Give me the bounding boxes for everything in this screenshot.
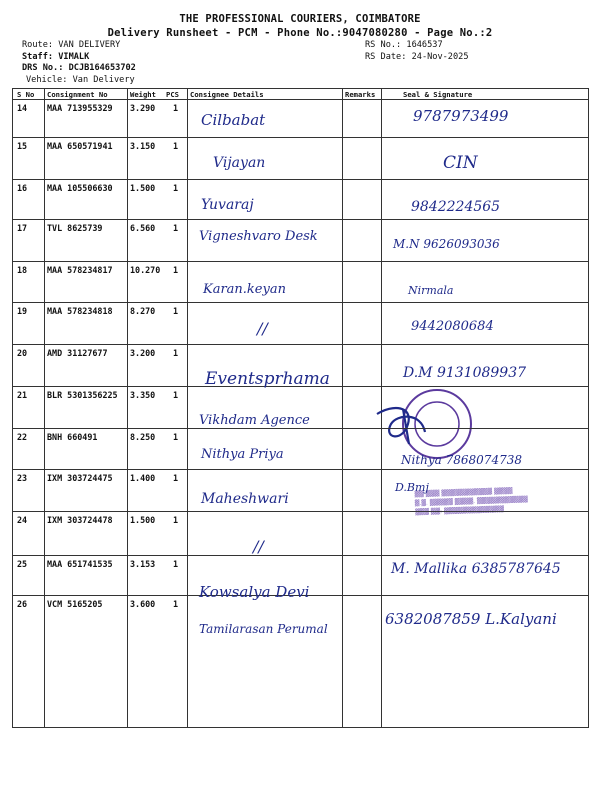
staff-value: VIMALK — [58, 51, 90, 62]
row-sno: 15 — [17, 141, 28, 151]
row-consignee-handwriting: Vijayan — [213, 155, 266, 171]
company-title: THE PROFESSIONAL COURIERS, COIMBATORE — [179, 13, 421, 25]
row-weight: 6.560 — [130, 223, 156, 233]
drs-value: DCJB164653702 — [68, 63, 136, 73]
row-divider — [13, 428, 588, 429]
row-sno: 18 — [17, 265, 28, 275]
row-seal-signature: Nithya 7868074738 — [401, 453, 522, 467]
row-consignment: MAA 650571941 — [47, 141, 113, 151]
row-seal-signature: 9442080684 — [411, 319, 494, 334]
row-consignee-handwriting: Vikhdam Agence — [199, 413, 310, 428]
row-weight: 1.400 — [130, 473, 156, 483]
route-value: VAN DELIVERY — [58, 40, 121, 50]
row-divider — [13, 179, 588, 180]
row-weight: 1.500 — [130, 515, 156, 525]
row-consignment: MAA 105506630 — [47, 183, 113, 193]
row-seal-signature: D.Bmj — [395, 481, 429, 494]
route-label: Route: — [22, 40, 54, 50]
row-sno: 25 — [17, 559, 28, 569]
runsheet-table — [12, 88, 589, 728]
row-weight: 3.350 — [130, 390, 156, 400]
rs-date-value: 24-Nov-2025 — [411, 51, 469, 62]
row-weight: 8.270 — [130, 306, 156, 316]
vehicle-label: Vehicle: — [26, 74, 68, 85]
drs-label: DRS No.: — [22, 63, 64, 73]
row-consignee-handwriting: // — [257, 319, 268, 338]
row-divider — [13, 302, 588, 303]
col-divider — [127, 89, 128, 727]
col-divider — [44, 89, 45, 727]
row-weight: 3.200 — [130, 348, 156, 358]
row-consignment: IXM 303724478 — [47, 515, 113, 525]
col-header-consignment: Consignment No — [47, 90, 108, 99]
row-divider — [13, 261, 588, 262]
row-pcs: 1 — [173, 599, 179, 609]
row-consignee-handwriting: Nithya Priya — [201, 447, 284, 462]
row-consignment: BNH 660491 — [47, 432, 98, 442]
row-weight: 10.270 — [130, 265, 161, 275]
row-seal-signature: CIN — [443, 153, 478, 173]
row-consignee-handwriting: Eventsprhama — [205, 369, 330, 389]
row-weight: 3.290 — [130, 103, 156, 113]
row-weight: 8.250 — [130, 432, 156, 442]
row-consignment: TVL 8625739 — [47, 223, 103, 233]
row-sno: 22 — [17, 432, 28, 442]
staff-label: Staff: — [22, 51, 54, 62]
col-header-remarks: Remarks — [345, 90, 376, 99]
row-divider — [13, 555, 588, 556]
row-pcs: 1 — [173, 559, 179, 569]
row-consignee-handwriting: Vigneshvaro Desk — [199, 229, 318, 244]
row-seal-signature: M. Mallika 6385787645 — [391, 561, 561, 577]
row-consignment: AMD 31127677 — [47, 348, 108, 358]
col-divider — [187, 89, 188, 727]
row-divider — [13, 137, 588, 138]
row-sno: 19 — [17, 306, 28, 316]
row-consignment: MAA 651741535 — [47, 559, 113, 569]
row-seal-signature: 9787973499 — [413, 107, 509, 125]
runsheet-subtitle: Delivery Runsheet - PCM - Phone No.:9047080280 - Page No.:2 — [107, 27, 493, 39]
row-consignee-handwriting: Karan.keyan — [203, 282, 286, 297]
row-pcs: 1 — [173, 141, 179, 151]
row-consignment: MAA 578234818 — [47, 306, 113, 316]
row-consignee-handwriting: // — [253, 537, 264, 556]
row-consignment: VCM 5165205 — [47, 599, 103, 609]
col-header-seal: Seal & Signature — [403, 90, 473, 99]
row-pcs: 1 — [173, 265, 179, 275]
seal-stamp-icon — [363, 384, 473, 462]
row-divider — [13, 511, 588, 512]
row-seal-signature: D.M 9131089937 — [403, 365, 527, 381]
header-divider — [13, 99, 588, 100]
row-consignee-handwriting: Kowsalya Devi — [199, 583, 310, 601]
row-consignment: IXM 303724475 — [47, 473, 113, 483]
row-sno: 20 — [17, 348, 28, 358]
rs-no-label: RS No.: — [365, 40, 402, 50]
row-seal-signature: 6382087859 L.Kalyani — [385, 610, 557, 628]
row-sno: 17 — [17, 223, 28, 233]
row-consignee-handwriting: Cilbabat — [201, 111, 266, 129]
row-consignee-handwriting: Tamilarasan Perumal — [199, 622, 328, 636]
row-pcs: 1 — [173, 223, 179, 233]
col-header-sno: S No — [17, 90, 35, 99]
row-divider — [13, 344, 588, 345]
row-pcs: 1 — [173, 183, 179, 193]
col-header-pcs: PCS — [166, 90, 179, 99]
row-pcs: 1 — [173, 103, 179, 113]
row-sno: 24 — [17, 515, 28, 525]
row-divider — [13, 469, 588, 470]
row-sno: 16 — [17, 183, 28, 193]
row-seal-signature: 9842224565 — [411, 199, 501, 215]
row-pcs: 1 — [173, 473, 179, 483]
row-pcs: 1 — [173, 432, 179, 442]
rs-no-value: 1646537 — [406, 40, 443, 50]
row-divider — [13, 219, 588, 220]
row-seal-signature: M.N 9626093036 — [393, 237, 500, 251]
row-consignee-handwriting: Yuvaraj — [201, 197, 254, 213]
rs-date-label: RS Date: — [365, 51, 407, 62]
row-weight: 3.150 — [130, 141, 156, 151]
row-pcs: 1 — [173, 306, 179, 316]
row-sno: 21 — [17, 390, 28, 400]
row-pcs: 1 — [173, 390, 179, 400]
meta-left — [22, 40, 136, 86]
row-weight: 3.153 — [130, 559, 156, 569]
row-sno: 23 — [17, 473, 28, 483]
row-pcs: 1 — [173, 348, 179, 358]
row-sno: 26 — [17, 599, 28, 609]
row-weight: 3.600 — [130, 599, 156, 609]
row-seal-signature: Nirmala — [408, 284, 454, 297]
row-consignment: MAA 578234817 — [47, 265, 113, 275]
col-header-consignee: Consignee Details — [190, 90, 264, 99]
col-header-weight: Weight — [130, 90, 156, 99]
row-sno: 14 — [17, 103, 28, 113]
meta-right — [365, 40, 469, 63]
vehicle-value: Van Delivery — [72, 74, 135, 85]
company-stamp-icon: ▓▓ ▓▓▓ ▓▓▓▓▓▓▓▓▓▓▓ ▓▓▓▓ ▓.▓. ▓▓▓▓▓ ▓▓▓▓. ▓▓▓▓▓▓▓▓▓▓▓ ▓▓▓ ▓▓: ▓▓▓▓▓▓▓▓▓▓▓▓▓ — [414, 487, 528, 516]
row-consignee-handwriting: Maheshwari — [201, 491, 289, 507]
row-weight: 1.500 — [130, 183, 156, 193]
row-consignment: BLR 5301356225 — [47, 390, 118, 400]
row-consignment: MAA 713955329 — [47, 103, 113, 113]
col-divider — [342, 89, 343, 727]
row-pcs: 1 — [173, 515, 179, 525]
